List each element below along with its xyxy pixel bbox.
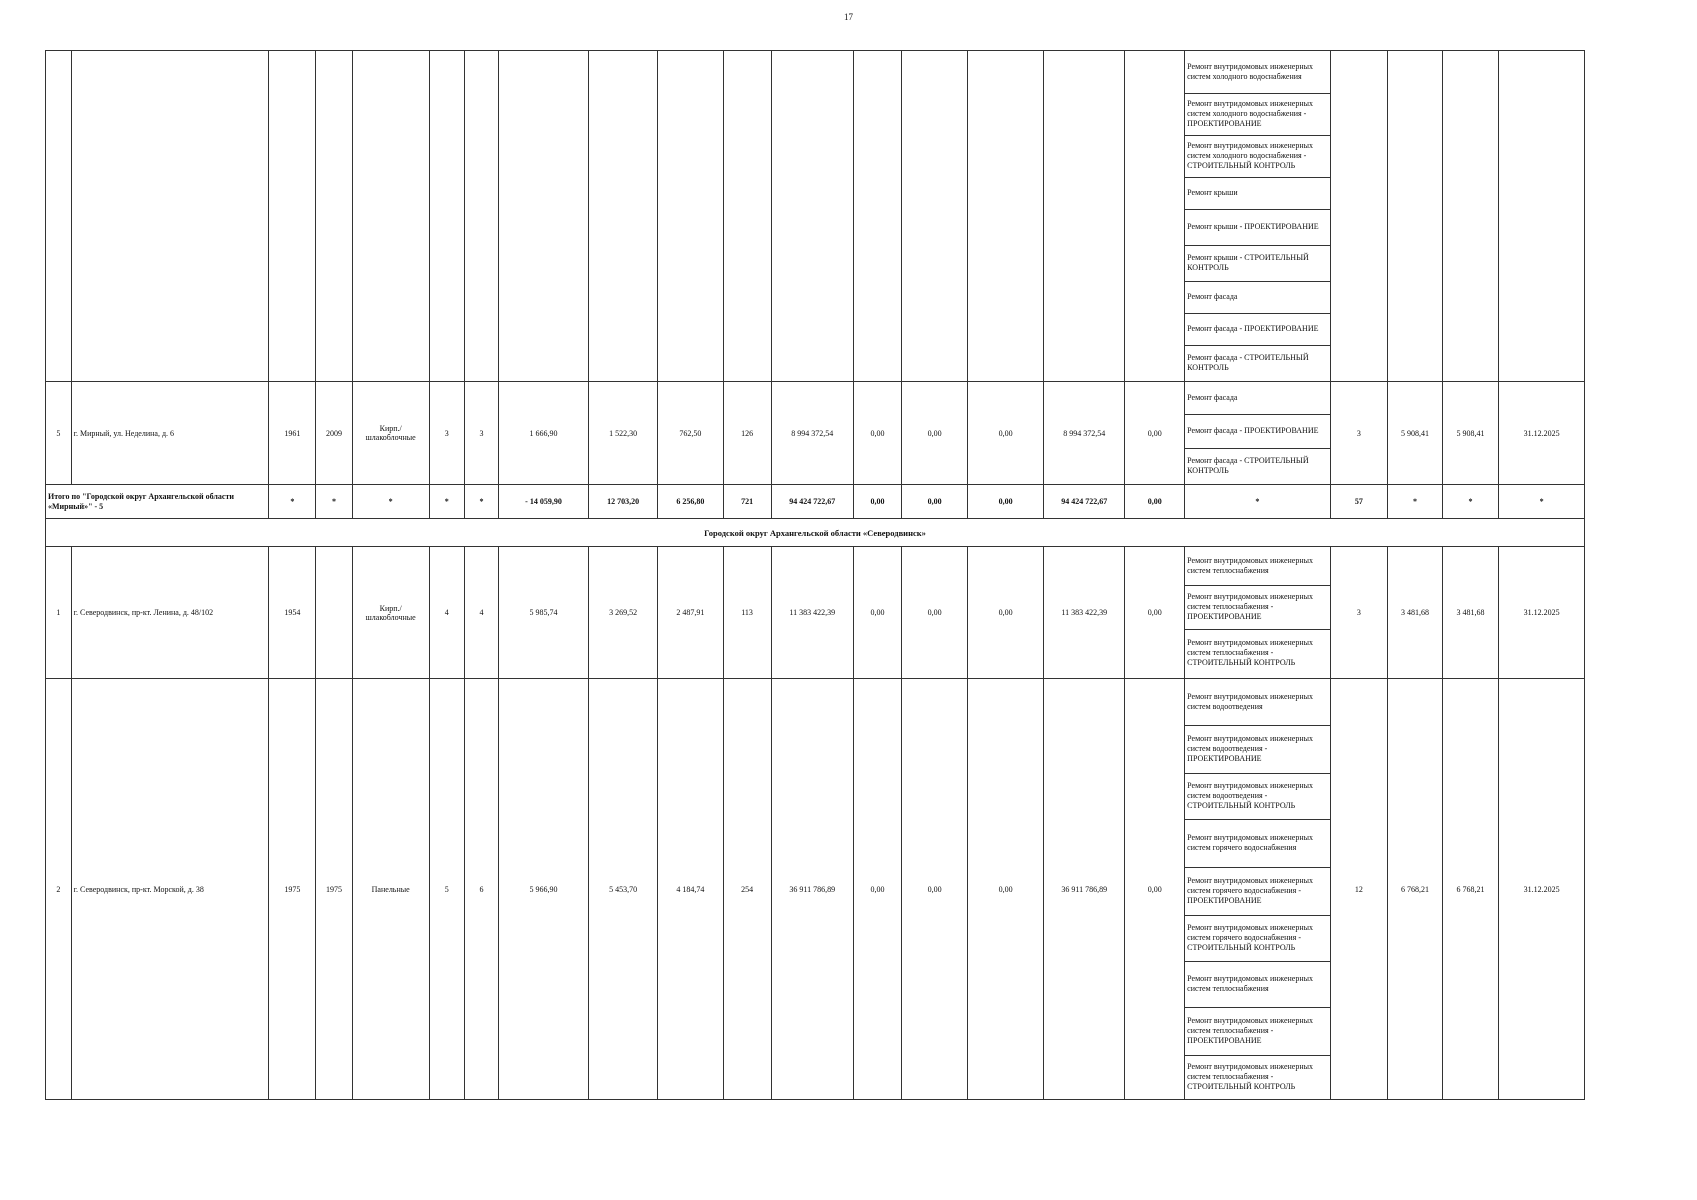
cell-star: * <box>429 485 464 519</box>
cell-cost-fund: 0,00 <box>853 679 901 1100</box>
work-item: Ремонт фасада - ПРОЕКТИРОВАНИЕ <box>1185 414 1329 448</box>
cell-cost-owners: 11 383 422,39 <box>1044 547 1125 679</box>
cell-entrances: 4 <box>464 547 498 679</box>
works-list <box>1185 51 1329 381</box>
cell-total-label: Итого по "Городской округ Архангельской области «Мирный»" - 5 <box>46 485 269 519</box>
work-item: Ремонт внутридомовых инженерных систем горячего водоснабжения - ПРОЕКТИРОВАНИЕ <box>1185 867 1329 915</box>
table-row-total-mirny <box>46 485 1585 519</box>
works-list <box>1185 382 1329 484</box>
cell-unit-cost: 5 908,41 <box>1388 382 1443 485</box>
cell-private-area: 4 184,74 <box>658 679 723 1100</box>
work-item: Ремонт внутридомовых инженерных систем теплоснабжения - СТРОИТЕЛЬНЫЙ КОНТРОЛЬ <box>1187 638 1313 668</box>
cell-star: * <box>1442 485 1499 519</box>
cell-residents: 126 <box>723 382 771 485</box>
work-item: Ремонт внутридомовых инженерных систем теплоснабжения - ПРОЕКТИРОВАНИЕ <box>1185 585 1329 629</box>
cell-cost-region: 0,00 <box>901 679 967 1100</box>
works-list <box>1185 679 1329 1099</box>
cell-cost-other: 0,00 <box>1125 382 1185 485</box>
cell-year-built: 1961 <box>269 382 316 485</box>
cell-star: * <box>1185 485 1330 519</box>
work-item: Ремонт внутридомовых инженерных систем холодного водоснабжения <box>1185 51 1329 93</box>
cell-residents: 254 <box>723 679 771 1100</box>
work-item: Ремонт внутридомовых инженерных систем теплоснабжения - СТРОИТЕЛЬНЫЙ КОНТРОЛЬ <box>1187 1062 1313 1092</box>
page-number: 17 <box>844 12 853 22</box>
cell-residents: 113 <box>723 547 771 679</box>
cell-entrances: 6 <box>464 679 498 1100</box>
cell-private-area: 6 256,80 <box>658 485 723 519</box>
works-list <box>1185 547 1329 677</box>
cell-deadline: 31.12.2025 <box>1499 679 1585 1100</box>
cell-works <box>1185 547 1330 679</box>
cell-cost-fund: 0,00 <box>853 382 901 485</box>
cell-works-count: 57 <box>1330 485 1388 519</box>
cell-wall-material: Кирп./ шлакоблочные <box>352 547 429 679</box>
cell-wall-material: Панельные <box>352 679 429 1100</box>
cell-cost-local: 0,00 <box>968 679 1044 1100</box>
cell-private-area: 2 487,91 <box>658 547 723 679</box>
work-item: Ремонт фасада - СТРОИТЕЛЬНЫЙ КОНТРОЛЬ <box>1187 353 1309 373</box>
cell-deadline: 31.12.2025 <box>1499 547 1585 679</box>
cell-living-area: 3 269,52 <box>588 547 657 679</box>
cell-year-built: 1975 <box>269 679 316 1100</box>
cell-year-overhaul: 1975 <box>316 679 352 1100</box>
work-item: Ремонт внутридомовых инженерных систем водоотведения - СТРОИТЕЛЬНЫЙ КОНТРОЛЬ <box>1185 773 1329 819</box>
cell-cost-fund: 0,00 <box>853 547 901 679</box>
cell-works-count: 3 <box>1330 547 1388 679</box>
cell-star: * <box>464 485 498 519</box>
cell-total-area: 1 666,90 <box>499 382 589 485</box>
cell-address: г. Северодвинск, пр-кт. Морской, д. 38 <box>71 679 269 1100</box>
cell-entrances: 3 <box>464 382 498 485</box>
work-item: Ремонт внутридомовых инженерных систем водоотведения - ПРОЕКТИРОВАНИЕ <box>1185 725 1329 773</box>
cell-cost-region: 0,00 <box>901 382 967 485</box>
cell-cost-region: 0,00 <box>901 485 967 519</box>
work-item: Ремонт внутридомовых инженерных систем холодного водоснабжения - СТРОИТЕЛЬНЫЙ КОНТРОЛЬ <box>1185 135 1329 177</box>
work-item: Ремонт внутридомовых инженерных систем теплоснабжения <box>1185 961 1329 1007</box>
cell-total-area: 5 985,74 <box>499 547 589 679</box>
table-row-continuation <box>46 51 1585 382</box>
work-item: Ремонт внутридомовых инженерных систем теплоснабжения <box>1185 547 1329 585</box>
work-item: Ремонт внутридомовых инженерных систем горячего водоснабжения <box>1185 819 1329 867</box>
cell-address: г. Мирный, ул. Неделина, д. 6 <box>71 382 269 485</box>
cell-num: 2 <box>46 679 72 1100</box>
cell-works <box>1185 382 1330 485</box>
table-row-sev-2 <box>46 679 1585 1100</box>
cell-address <box>71 51 269 382</box>
cell-cost-other: 0,00 <box>1125 679 1185 1100</box>
cell-cost-owners: 94 424 722,67 <box>1044 485 1125 519</box>
cell-works <box>1185 679 1330 1100</box>
work-item: Ремонт внутридомовых инженерных систем горячего водоснабжения - СТРОИТЕЛЬНЫЙ КОНТРОЛЬ <box>1185 915 1329 961</box>
cell-star: * <box>1388 485 1443 519</box>
cell-max-unit-cost: 5 908,41 <box>1442 382 1499 485</box>
cell-cost-total: 11 383 422,39 <box>771 547 853 679</box>
cell-works-count: 3 <box>1330 382 1388 485</box>
cell-cost-owners: 8 994 372,54 <box>1044 382 1125 485</box>
cell-cost-local: 0,00 <box>968 547 1044 679</box>
work-item: Ремонт фасада <box>1185 382 1329 414</box>
cell-deadline: 31.12.2025 <box>1499 382 1585 485</box>
cell-cost-local: 0,00 <box>968 485 1044 519</box>
capital-repair-register-table <box>45 50 1585 1100</box>
section-heading-row <box>46 519 1585 547</box>
cell-cost-local: 0,00 <box>968 382 1044 485</box>
cell-year-overhaul <box>316 547 352 679</box>
cell-living-area: 1 522,30 <box>588 382 657 485</box>
cell-living-area: 5 453,70 <box>588 679 657 1100</box>
cell-cost-total: 36 911 786,89 <box>771 679 853 1100</box>
cell-living-area: 12 703,20 <box>588 485 657 519</box>
cell-num: 5 <box>46 382 72 485</box>
cell-max-unit-cost: 3 481,68 <box>1442 547 1499 679</box>
cell-cost-other: 0,00 <box>1125 485 1185 519</box>
cell-star: * <box>352 485 429 519</box>
section-title: Городской округ Архангельской области «Северодвинск» <box>46 519 1585 547</box>
work-item: Ремонт внутридомовых инженерных систем теплоснабжения - ПРОЕКТИРОВАНИЕ <box>1185 1007 1329 1055</box>
work-item: Ремонт внутридомовых инженерных систем холодного водоснабжения - ПРОЕКТИРОВАНИЕ <box>1185 93 1329 135</box>
cell-num: 1 <box>46 547 72 679</box>
table-row-sev-1 <box>46 547 1585 679</box>
cell-num <box>46 51 72 382</box>
cell-floors: 3 <box>429 382 464 485</box>
cell-cost-other: 0,00 <box>1125 547 1185 679</box>
cell-floors: 4 <box>429 547 464 679</box>
cell-max-unit-cost: 6 768,21 <box>1442 679 1499 1100</box>
cell-year-built: 1954 <box>269 547 316 679</box>
work-item: Ремонт фасада - СТРОИТЕЛЬНЫЙ КОНТРОЛЬ <box>1187 456 1309 476</box>
table-row-mirny-5 <box>46 382 1585 485</box>
cell-year-overhaul: 2009 <box>316 382 352 485</box>
cell-star: * <box>269 485 316 519</box>
work-item: Ремонт крыши - СТРОИТЕЛЬНЫЙ КОНТРОЛЬ <box>1185 245 1329 281</box>
cell-cost-total: 94 424 722,67 <box>771 485 853 519</box>
dash-mark: - <box>525 497 528 506</box>
cell-cost-total: 8 994 372,54 <box>771 382 853 485</box>
cell-total-area: 5 966,90 <box>499 679 589 1100</box>
cell-total-area <box>499 485 589 519</box>
cell-private-area: 762,50 <box>658 382 723 485</box>
work-item: Ремонт крыши <box>1185 177 1329 209</box>
cell-star: * <box>316 485 352 519</box>
work-item: Ремонт фасада <box>1185 281 1329 313</box>
cell-floors: 5 <box>429 679 464 1100</box>
cell-unit-cost: 6 768,21 <box>1388 679 1443 1100</box>
cell-residents: 721 <box>723 485 771 519</box>
cell-works-count: 12 <box>1330 679 1388 1100</box>
work-item: Ремонт фасада - ПРОЕКТИРОВАНИЕ <box>1185 313 1329 345</box>
cell-cost-fund: 0,00 <box>853 485 901 519</box>
cell-star: * <box>1499 485 1585 519</box>
cell-works <box>1185 51 1330 382</box>
cell-unit-cost: 3 481,68 <box>1388 547 1443 679</box>
work-item: Ремонт крыши - ПРОЕКТИРОВАНИЕ <box>1185 209 1329 245</box>
total-area-value: 14 059,90 <box>529 497 562 506</box>
cell-cost-region: 0,00 <box>901 547 967 679</box>
cell-cost-owners: 36 911 786,89 <box>1044 679 1125 1100</box>
work-item: Ремонт внутридомовых инженерных систем водоотведения <box>1185 679 1329 725</box>
cell-address: г. Северодвинск, пр-кт. Ленина, д. 48/102 <box>71 547 269 679</box>
cell-wall-material: Кирп./ шлакоблочные <box>352 382 429 485</box>
